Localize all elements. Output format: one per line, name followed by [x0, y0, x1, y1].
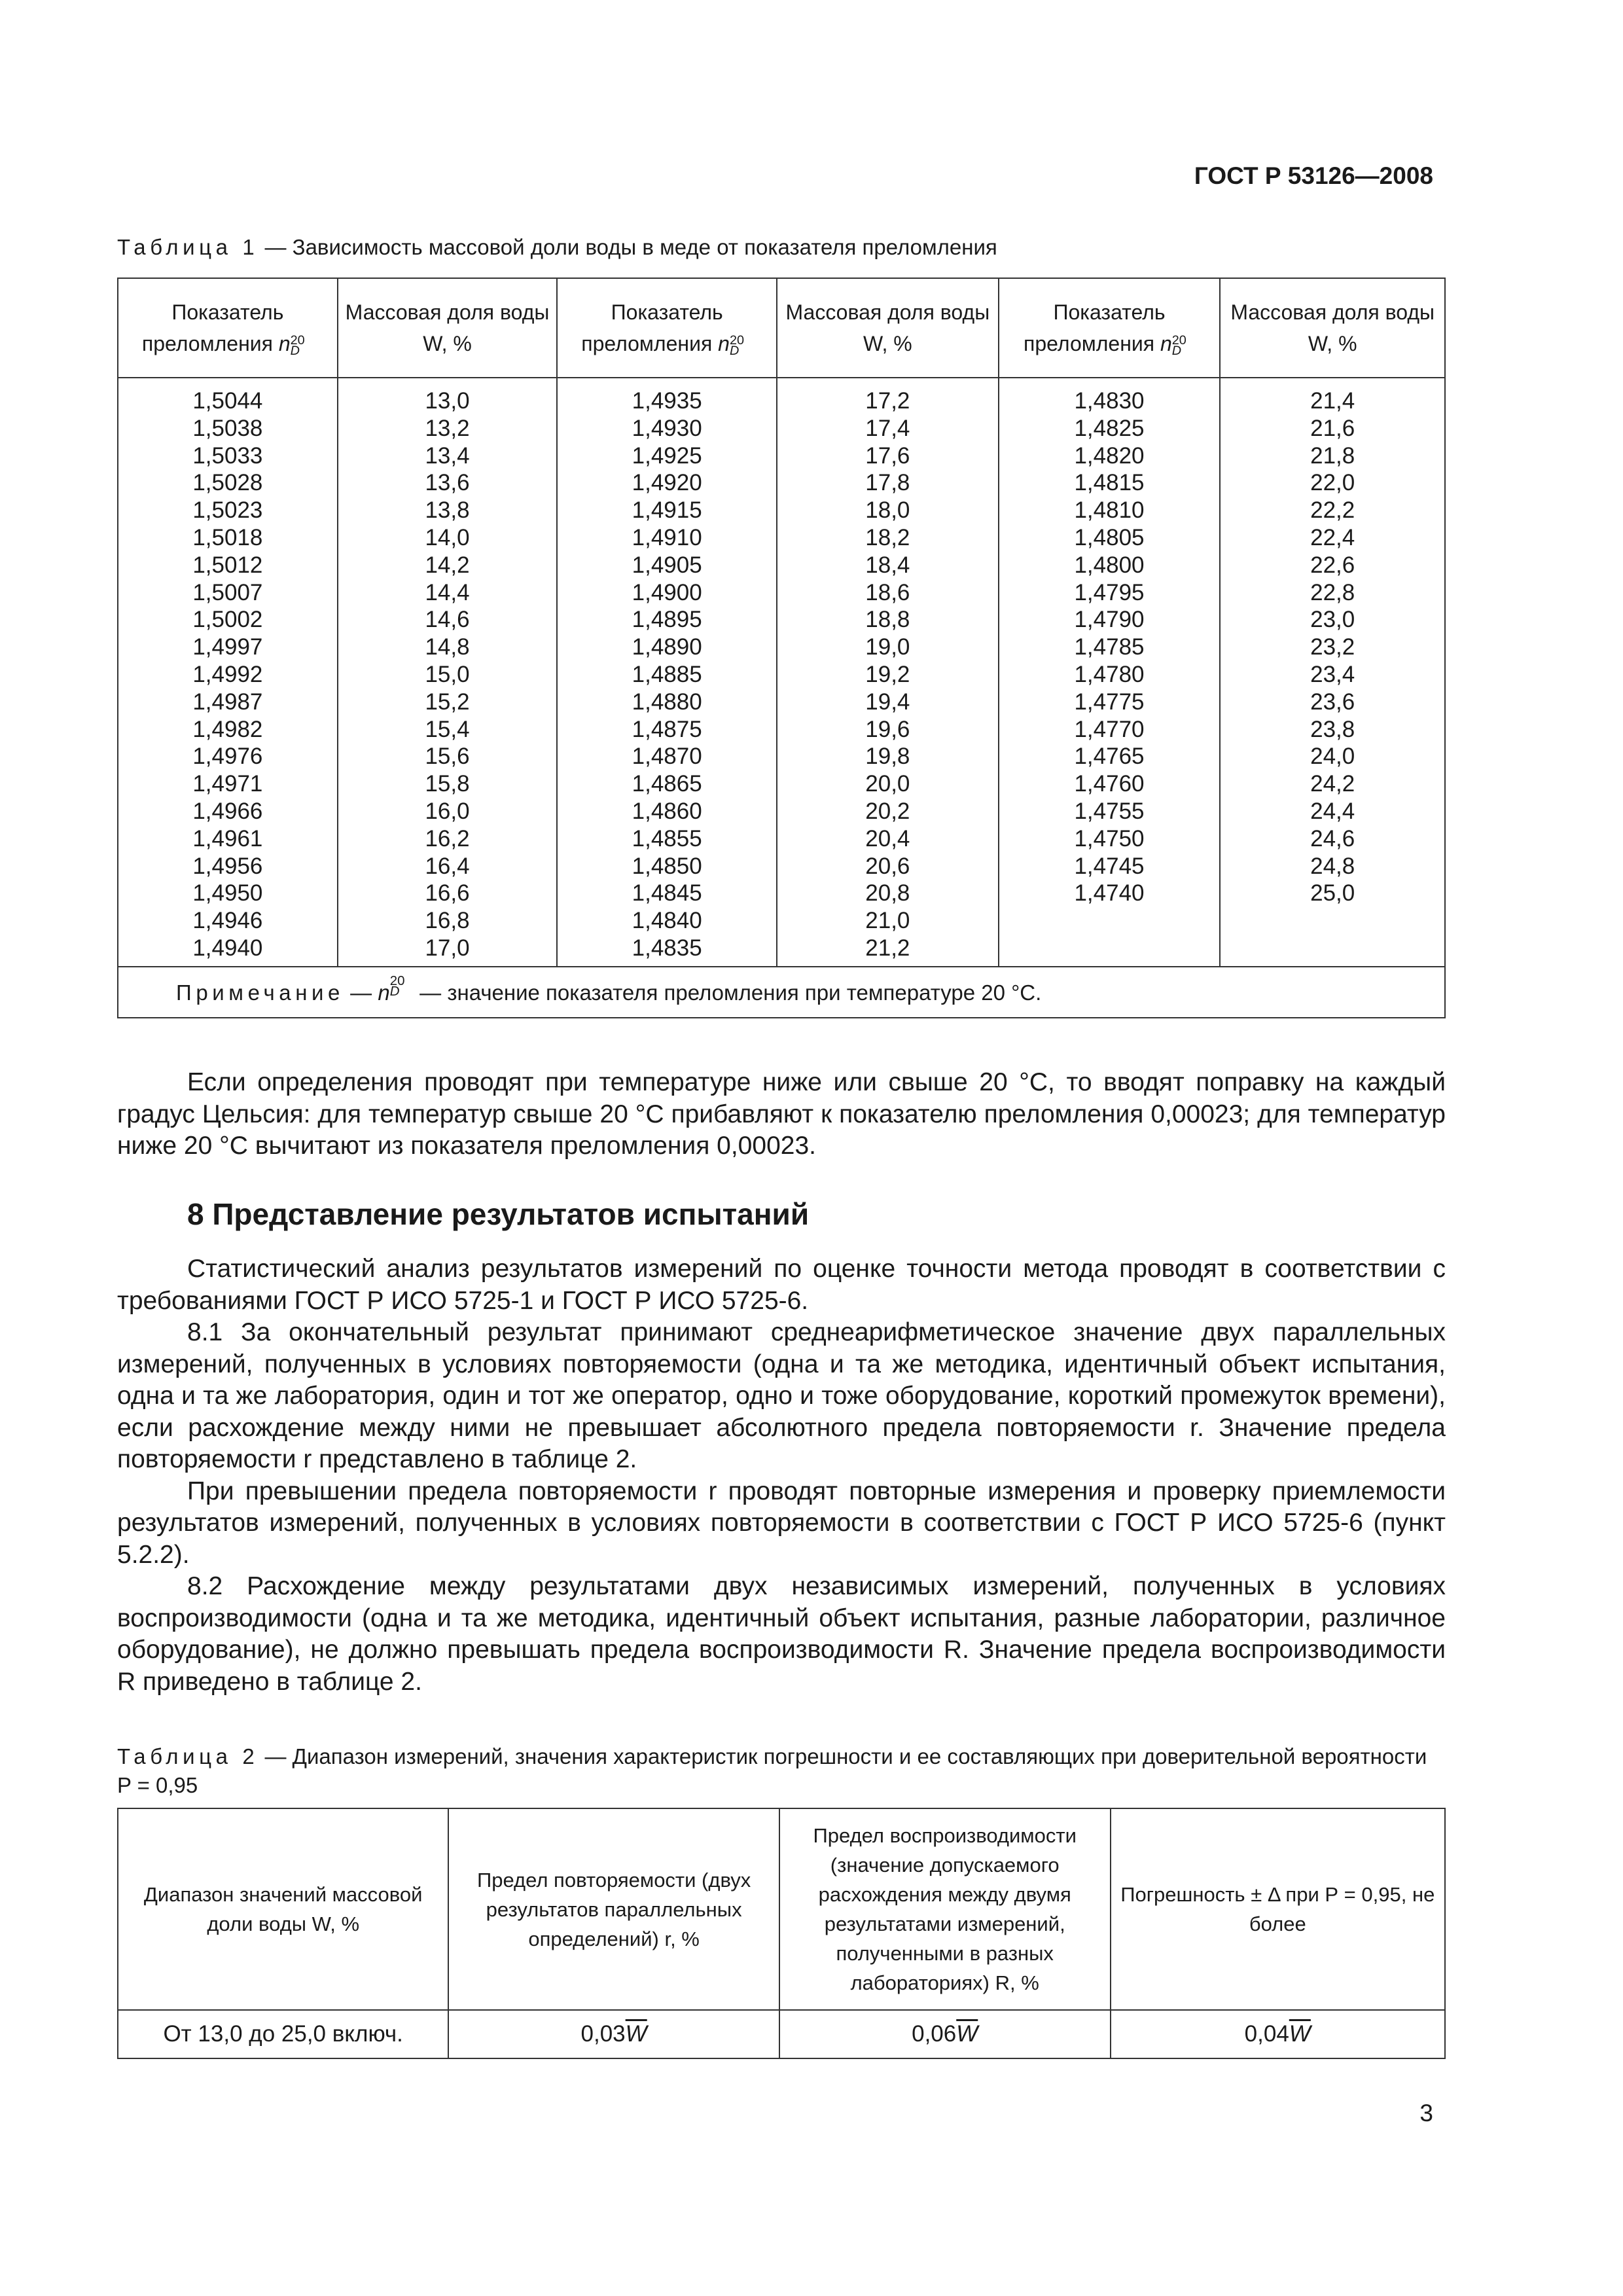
reproducibility-coef: 0,06: [912, 2021, 957, 2047]
table1-header-refraction-3: [999, 278, 1221, 378]
table1-cell: 14,6: [425, 607, 470, 633]
table1-cell: 18,0: [865, 497, 910, 524]
table1-cell: 16,8: [425, 908, 470, 934]
table1-cell: 16,4: [425, 853, 470, 879]
table1-cell: 1,4755: [1074, 798, 1145, 824]
table1-cell: 1,4865: [632, 771, 702, 797]
table1-cell: 1,4835: [632, 935, 702, 961]
table1-cell: 1,4940: [192, 935, 263, 961]
table1-cell: 24,6: [1310, 825, 1355, 852]
table1-cell: 1,5023: [192, 497, 263, 524]
table1-cell: 1,5007: [192, 579, 263, 605]
table1-cell: 15,6: [425, 744, 470, 770]
table1-cell: 13,2: [425, 415, 470, 441]
table1-column-1: [118, 378, 338, 967]
table1-cell: 21,0: [865, 908, 910, 934]
table1-cell: 15,0: [425, 661, 470, 687]
table1-note-row: [118, 967, 1445, 1018]
table1-cell: 17,4: [865, 415, 910, 441]
table1-cell: 22,4: [1310, 524, 1355, 550]
table1-cell: 20,0: [865, 771, 910, 797]
table1-cell: 13,0: [425, 388, 470, 414]
table1-column-2: [338, 378, 558, 967]
table1-cell: 20,4: [865, 825, 910, 852]
table1-cell: 1,4950: [192, 880, 263, 906]
table2-header-range: Диапазон значений массовой доли воды W, %: [118, 1808, 448, 2010]
mean-w-symbol: $\overline{W}$: [1289, 2021, 1311, 2047]
table1-cell: 15,8: [425, 771, 470, 797]
table1-header-row: [118, 278, 1445, 378]
table1-cell: 1,4971: [192, 771, 263, 797]
table1-cell: 1,4820: [1074, 442, 1145, 469]
table1-cell: 1,5044: [192, 388, 263, 414]
table2: [117, 1808, 1446, 2059]
table1-cell: 1,4860: [632, 798, 702, 824]
table1-cell: 21,2: [865, 935, 910, 961]
table2-caption-text: — Диапазон измерений, значения характеристик погрешности и ее составляющих при доверительной вероятности P = 0,95: [117, 1744, 1427, 1797]
table1-cell: 17,8: [865, 470, 910, 496]
table1-note: Примечание — n 20 D — значение показателя преломления при температуре 20 °С.: [118, 967, 1445, 1018]
refraction-symbol: n 20 D: [718, 332, 745, 358]
table1-cell: 18,4: [865, 552, 910, 578]
table1-cell: 1,4785: [1074, 634, 1145, 660]
table1-cell: 20,6: [865, 853, 910, 879]
table1-cell: 1,4800: [1074, 552, 1145, 578]
page-number: 3: [1419, 2100, 1433, 2126]
table1-cell: 1,4825: [1074, 415, 1145, 441]
table2-range-cell: От 13,0 до 25,0 включ.: [118, 2010, 448, 2058]
table1-cell: 1,4855: [632, 825, 702, 852]
table1-cell: 1,4915: [632, 497, 702, 524]
table1-cell: 1,4905: [632, 552, 702, 578]
table1-cell: 23,8: [1310, 716, 1355, 742]
table1-cell: 1,5018: [192, 524, 263, 550]
table1-cell: 13,8: [425, 497, 470, 524]
paragraph-text: Если определения проводят при температуре ниже или свыше 20 °С, то вводят поправку на каждый градус Цельсия: для температур свыше 20 °С прибавляют к показателю преломления 0,00023; для температур ниже 20 °С вычитают из показателя преломления 0,00023.: [117, 1068, 1446, 1160]
table1-cell: 14,2: [425, 552, 470, 578]
table1-cell: 22,6: [1310, 552, 1355, 578]
table1-column-3: [557, 378, 777, 967]
table1-cell: 22,2: [1310, 497, 1355, 524]
table1-cell: 1,4750: [1074, 825, 1145, 852]
table1-cell: 18,8: [865, 607, 910, 633]
table1-cell: 1,4961: [192, 825, 263, 852]
table1-cell: 24,8: [1310, 853, 1355, 879]
note-label: Примечание: [176, 980, 345, 1005]
table1-cell: 1,5033: [192, 442, 263, 469]
table1-cell: 1,4875: [632, 716, 702, 742]
table1: [117, 278, 1446, 1018]
table2-reproducibility-cell: [779, 2010, 1111, 2058]
table1-cell: 18,6: [865, 579, 910, 605]
temperature-correction-paragraph: [117, 1067, 1446, 1162]
table1-column-4: [777, 378, 999, 967]
table1-cell: 14,8: [425, 634, 470, 660]
mean-w-symbol: $\overline{W}$: [956, 2021, 978, 2047]
table1-header-water-3: Массовая доля воды W, %: [1220, 278, 1445, 378]
table1-cell: 17,0: [425, 935, 470, 961]
table1-cell: 23,4: [1310, 661, 1355, 687]
table1-cell: 18,2: [865, 524, 910, 550]
section-8-body: [117, 1253, 1446, 1698]
document-id: ГОСТ Р 53126—2008: [1194, 162, 1433, 189]
table1-cell: 23,2: [1310, 634, 1355, 660]
table1-cell: 24,0: [1310, 744, 1355, 770]
refraction-symbol: n 20 D: [278, 332, 305, 358]
table1-cell: 1,4830: [1074, 388, 1145, 414]
note-symbol: n 20 D: [378, 973, 405, 1005]
table1-cell: 1,4895: [632, 607, 702, 633]
table1-cell: 17,6: [865, 442, 910, 469]
refraction-label: Показатель преломления: [141, 300, 284, 355]
table2-header-repeatability: Предел повторяемости (двух результатов параллельных определений) r, %: [448, 1808, 779, 2010]
refraction-symbol: n 20 D: [1160, 332, 1186, 358]
paragraph-8-2: 8.2 Расхождение между результатами двух независимых измерений, полученных в условиях воспроизводимости (одна и та же методика, идентичный объект испытания, разные лаборатории, различное оборудование), не должно превышать предела воспроизводимости R. Значение предела воспроизводимости R приведено в таблице 2.: [117, 1572, 1446, 1696]
refraction-label: Показатель преломления: [1024, 300, 1166, 355]
table1-cell: 1,4880: [632, 689, 702, 715]
table1-cell: 1,4885: [632, 661, 702, 687]
table1-cell: 1,4770: [1074, 716, 1145, 742]
table1-cell: 22,0: [1310, 470, 1355, 496]
table1-cell: 23,6: [1310, 689, 1355, 715]
paragraph-statistics: Статистический анализ результатов измерений по оценке точности метода проводят в соответствии с требованиями ГОСТ Р ИСО 5725-1 и ГОСТ Р ИСО 5725-6.: [117, 1255, 1446, 1315]
table1-cell: 1,5012: [192, 552, 263, 578]
section-8-heading: 8 Представление результатов испытаний: [187, 1197, 810, 1231]
table1-cell: 1,4845: [632, 880, 702, 906]
table1-cell: 16,2: [425, 825, 470, 852]
table1-cell: 19,8: [865, 744, 910, 770]
table1-cell: 1,4870: [632, 744, 702, 770]
table1-cell: 1,4946: [192, 908, 263, 934]
table1-cell: 1,4966: [192, 798, 263, 824]
table1-cell: 1,4976: [192, 744, 263, 770]
table1-cell: 1,4987: [192, 689, 263, 715]
table1-cell: 1,5028: [192, 470, 263, 496]
table1-cell: 1,4910: [632, 524, 702, 550]
table1-cell: 21,6: [1310, 415, 1355, 441]
paragraph-repeatability: При превышении предела повторяемости r проводят повторные измерения и проверку приемлемости результатов измерений, полученных в условиях повторяемости в соответствии с ГОСТ Р ИСО 5725-6 (пункт 5.2.2).: [117, 1477, 1446, 1569]
table1-cell: 19,6: [865, 716, 910, 742]
repeatability-coef: 0,03: [580, 2021, 626, 2047]
table1-cell: 23,0: [1310, 607, 1355, 633]
table2-caption: [117, 1742, 1446, 1800]
table1-cell: 1,4815: [1074, 470, 1145, 496]
mean-w-symbol: $\overline{W}$: [625, 2021, 647, 2047]
table1-cell: 14,0: [425, 524, 470, 550]
table1-header-water-1: Массовая доля воды W, %: [338, 278, 558, 378]
table1-cell: 13,4: [425, 442, 470, 469]
table1-caption: [117, 233, 997, 262]
table1-caption-label: Таблица 1: [117, 235, 259, 259]
table1-cell: 1,4805: [1074, 524, 1145, 550]
table2-header-reproducibility: Предел воспроизводимости (значение допускаемого расхождения между двумя результатами измерений, полученными в разных лабораториях) R, %: [779, 1808, 1111, 2010]
table1-cell: 24,4: [1310, 798, 1355, 824]
table1-cell: 1,4920: [632, 470, 702, 496]
table1-cell: 1,5002: [192, 607, 263, 633]
table1-cell: 1,4795: [1074, 579, 1145, 605]
table1-cell: 1,4840: [632, 908, 702, 934]
table2-repeatability-cell: [448, 2010, 779, 2058]
error-coef: 0,04: [1244, 2021, 1289, 2047]
table1-cell: 15,4: [425, 716, 470, 742]
table1-cell: 1,4745: [1074, 853, 1145, 879]
table1-caption-text: — Зависимость массовой доли воды в меде от показателя преломления: [259, 235, 997, 259]
table1-cell: 1,4760: [1074, 771, 1145, 797]
table2-row: [118, 2010, 1445, 2058]
table1-column-5: [999, 378, 1221, 967]
table2-error-cell: [1111, 2010, 1445, 2058]
table1-cell: 20,2: [865, 798, 910, 824]
table1-cell: 16,0: [425, 798, 470, 824]
table1-cell: 1,4810: [1074, 497, 1145, 524]
table1-cell: 1,5038: [192, 415, 263, 441]
table1-cell: 17,2: [865, 388, 910, 414]
table1-cell: 24,2: [1310, 771, 1355, 797]
table1-cell: 1,4890: [632, 634, 702, 660]
table1-cell: 21,4: [1310, 388, 1355, 414]
table1-cell: 1,4740: [1074, 880, 1145, 906]
table1-cell: 22,8: [1310, 579, 1355, 605]
paragraph-8-1: 8.1 За окончательный результат принимают среднеарифметическое значение двух параллельных измерений, полученных в условиях повторяемости (одна и та же методика, идентичный объект испытания, одна и та же лаборатория, один и тот же оператор, одно и тоже оборудование, короткий промежуток времени), если расхождение между ними не превышает абсолютного предела повторяемости r. Значение предела повторяемости r представлено в таблице 2.: [117, 1318, 1446, 1473]
table1-cell: 1,4925: [632, 442, 702, 469]
table1-cell: 1,4900: [632, 579, 702, 605]
table1-cell: 1,4780: [1074, 661, 1145, 687]
table1-cell: 25,0: [1310, 880, 1355, 906]
table1-cell: 1,4930: [632, 415, 702, 441]
table1-cell: 1,4982: [192, 716, 263, 742]
table1-cell: 15,2: [425, 689, 470, 715]
table1-cell: 1,4775: [1074, 689, 1145, 715]
table1-data-row: [118, 378, 1445, 967]
table2-header-row: [118, 1808, 1445, 2010]
table1-cell: 19,0: [865, 634, 910, 660]
table1-header-water-2: Массовая доля воды W, %: [777, 278, 999, 378]
refraction-label: Показатель преломления: [581, 300, 723, 355]
note-text: — значение показателя преломления при температуре 20 °С.: [414, 980, 1042, 1005]
table1-cell: 1,4765: [1074, 744, 1145, 770]
table1-header-refraction-2: [557, 278, 777, 378]
table1-cell: 19,2: [865, 661, 910, 687]
table1-cell: 14,4: [425, 579, 470, 605]
table1-cell: 1,4956: [192, 853, 263, 879]
table2-header-error: Погрешность ± Δ при Р = 0,95, не более: [1111, 1808, 1445, 2010]
table1-cell: 16,6: [425, 880, 470, 906]
table1-cell: 19,4: [865, 689, 910, 715]
table1-cell: 1,4992: [192, 661, 263, 687]
table1-cell: 21,8: [1310, 442, 1355, 469]
table1-cell: 1,4850: [632, 853, 702, 879]
table1-cell: 13,6: [425, 470, 470, 496]
table1-header-refraction-1: [118, 278, 338, 378]
table1-cell: 1,4935: [632, 388, 702, 414]
table1-cell: 1,4790: [1074, 607, 1145, 633]
table1-cell: 20,8: [865, 880, 910, 906]
table1-cell: 1,4997: [192, 634, 263, 660]
table2-caption-label: Таблица 2: [117, 1744, 259, 1768]
table1-column-6: [1220, 378, 1445, 967]
